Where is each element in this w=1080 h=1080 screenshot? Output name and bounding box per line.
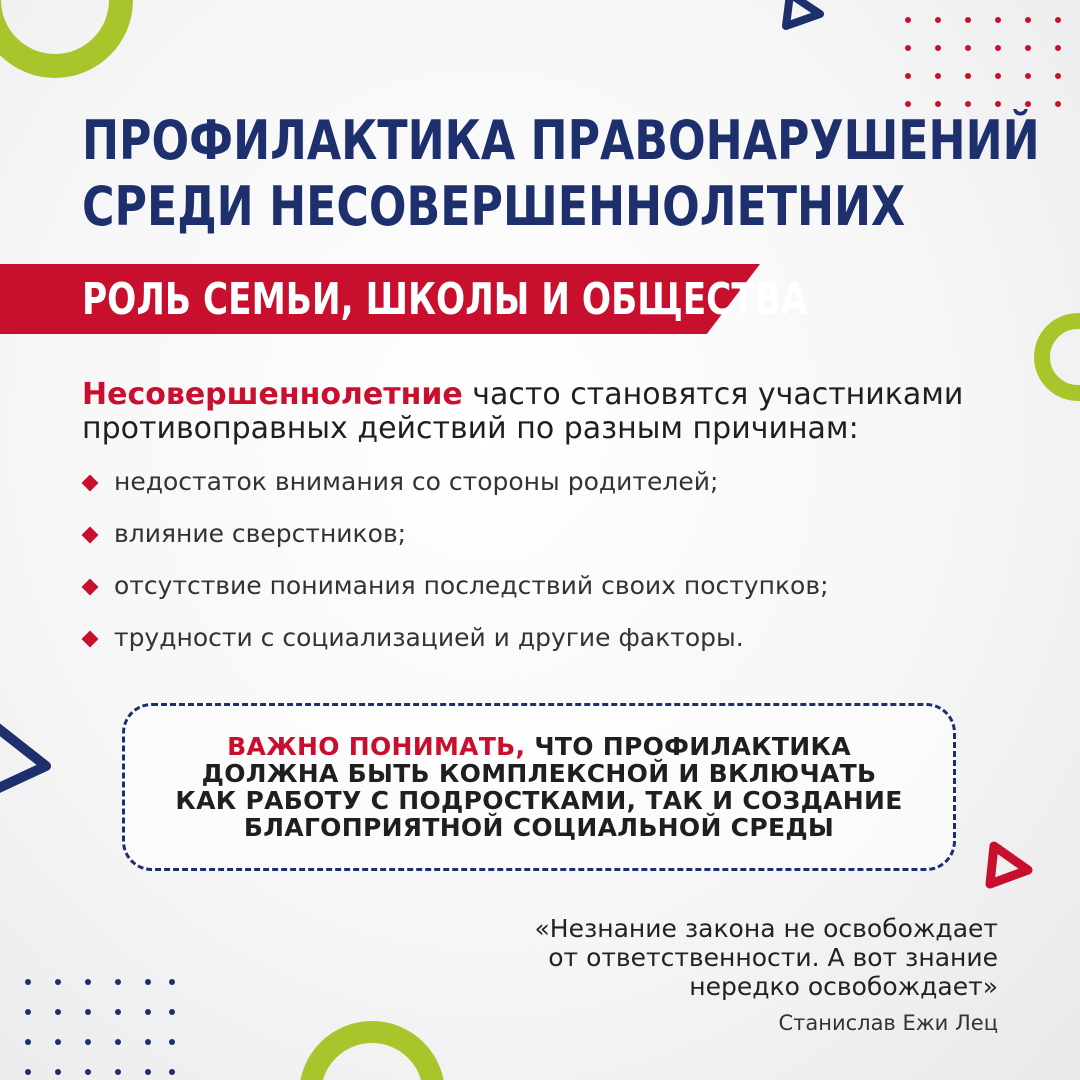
quote-line-1: «Незнание закона не освобождает: [534, 914, 998, 943]
green-ring-bottom-icon: [288, 1010, 458, 1080]
intro-rest: часто становятся участниками противоправных действий по разным причинам:: [82, 377, 964, 446]
subtitle-text: РОЛЬ СЕМЬИ, ШКОЛЫ И ОБЩЕСТВА: [82, 274, 808, 325]
list-item: [82, 462, 829, 514]
title-line-1: ПРОФИЛАКТИКА ПРАВОНАРУШЕНИЙ: [82, 109, 1040, 172]
navy-dot-grid-icon: [0, 970, 200, 1080]
navy-triangle-top-icon: [774, 0, 834, 34]
important-text: [122, 733, 956, 841]
list-item-text: отсутствие понимания последствий своих поступков;: [114, 571, 829, 600]
list-item-text: недостаток внимания со стороны родителей;: [114, 467, 719, 496]
intro-paragraph: [82, 378, 1022, 446]
list-item-text: трудности с социализацией и другие факторы.: [114, 623, 744, 652]
quote-author: Станислав Ежи Лец: [778, 1011, 998, 1035]
list-item: [82, 566, 829, 618]
important-highlight: ВАЖНО ПОНИМАТЬ,: [227, 732, 526, 761]
important-line-2: ДОЛЖНА БЫТЬ КОМПЛЕКСНОЙ И ВКЛЮЧАТЬ: [201, 759, 877, 788]
quote-text: [398, 914, 998, 1001]
diamond-bullet-icon: [82, 631, 99, 648]
page-title: [82, 108, 1040, 240]
diamond-bullet-icon: [82, 475, 99, 492]
diamond-bullet-icon: [82, 579, 99, 596]
reasons-list: [82, 462, 829, 670]
red-triangle-right-icon: [976, 832, 1040, 898]
important-line-3: КАК РАБОТУ С ПОДРОСТКАМИ, ТАК И СОЗДАНИЕ: [175, 786, 903, 815]
list-item: [82, 618, 829, 670]
quote-line-3: нередко освобождает»: [689, 972, 998, 1001]
list-item-text: влияние сверстников;: [114, 519, 407, 548]
diamond-bullet-icon: [82, 527, 99, 544]
quote-line-2: от ответственности. А вот знание: [548, 943, 998, 972]
important-line-1: ЧТО ПРОФИЛАКТИКА: [525, 732, 851, 761]
title-line-2: СРЕДИ НЕСОВЕРШЕННОЛЕТНИХ: [82, 175, 906, 238]
green-ring-top-left-icon: [0, 0, 140, 100]
intro-highlight: Несовершеннолетние: [82, 377, 463, 412]
list-item: [82, 514, 829, 566]
navy-triangle-left-icon: [0, 712, 60, 802]
important-line-4: БЛАГОПРИЯТНОЙ СОЦИАЛЬНОЙ СРЕДЫ: [243, 813, 835, 842]
